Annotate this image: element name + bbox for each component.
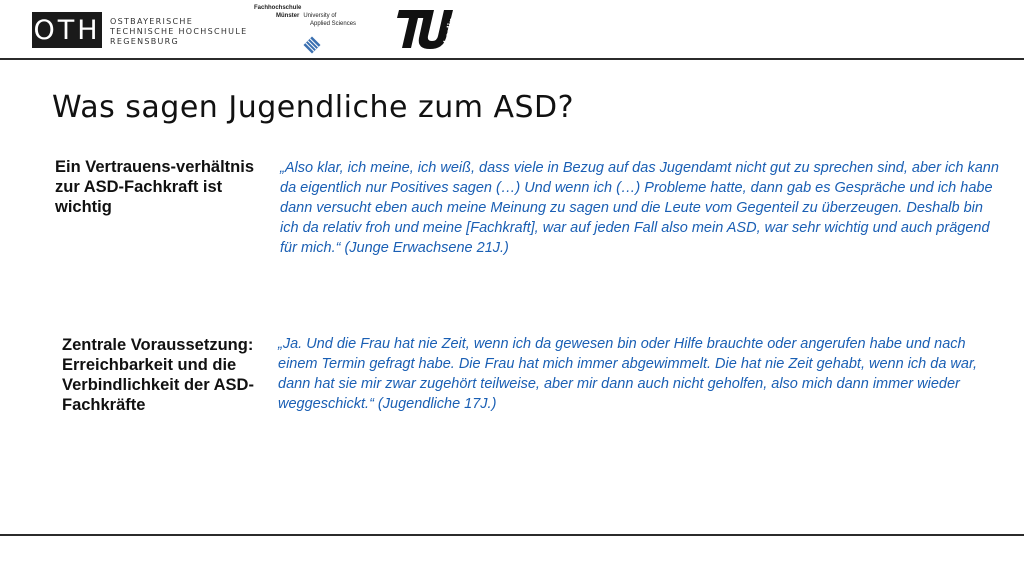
oth-logo: OTH [32, 12, 102, 48]
tu-berlin-logo-icon [397, 8, 459, 50]
footer-divider [0, 534, 1024, 536]
slide-title: Was sagen Jugendliche zum ASD? [52, 90, 575, 125]
header-divider [0, 58, 1024, 60]
quote-adolescent: „Ja. Und die Frau hat nie Zeit, wenn ich da gewesen bin oder Hilfe brauchte oder angerufen habe und nach einem Termin gefragt habe. Die Frau hat mich immer abgewimmelt. Die hat nie Zeit gehabt, wenn ich da war, dann hat sie mir zwar zugehört teilweise, aber mir dann auch nicht geholfen, also mich dann immer wieder weggeschickt.“ (Jugendliche 17J.) [278, 336, 978, 412]
section-label-reachability: Zentrale Voraussetzung: Erreichbarkeit und die Verbindlichkeit der ASD-Fachkräfte [62, 336, 254, 414]
fh-muenster-emblem-icon [303, 36, 321, 54]
quote-young-adult: „Also klar, ich meine, ich weiß, dass viele in Bezug auf das Jugendamt nicht gut zu sprechen sind, aber ich kann da eigentlich nur Positives sagen (…) Und wenn ich (…) Probleme hatte, dann gab es Gespräche und ich habe dann versucht eben auch meine Meinung zu sagen und die Leute vom Gegenteil zu überzeugen. Deshalb bin ich da relativ froh und meine [Fachkraft], war auf jeden Fall also mein ASD, war sehr wichtig und auch prägend für mich.“ (Junge Erwachsene 21J.) [280, 160, 999, 256]
section-label-trust: Ein Vertrauens-verhältnis zur ASD-Fachkraft ist wichtig [55, 158, 254, 216]
tu-logo-text: berlin [442, 16, 457, 45]
oth-name: OSTBAYERISCHE TECHNISCHE HOCHSCHULE REGENSBURG [110, 17, 248, 46]
fh-muenster-logo: Fachhochschule Münster University of Applied Sciences [254, 5, 357, 27]
